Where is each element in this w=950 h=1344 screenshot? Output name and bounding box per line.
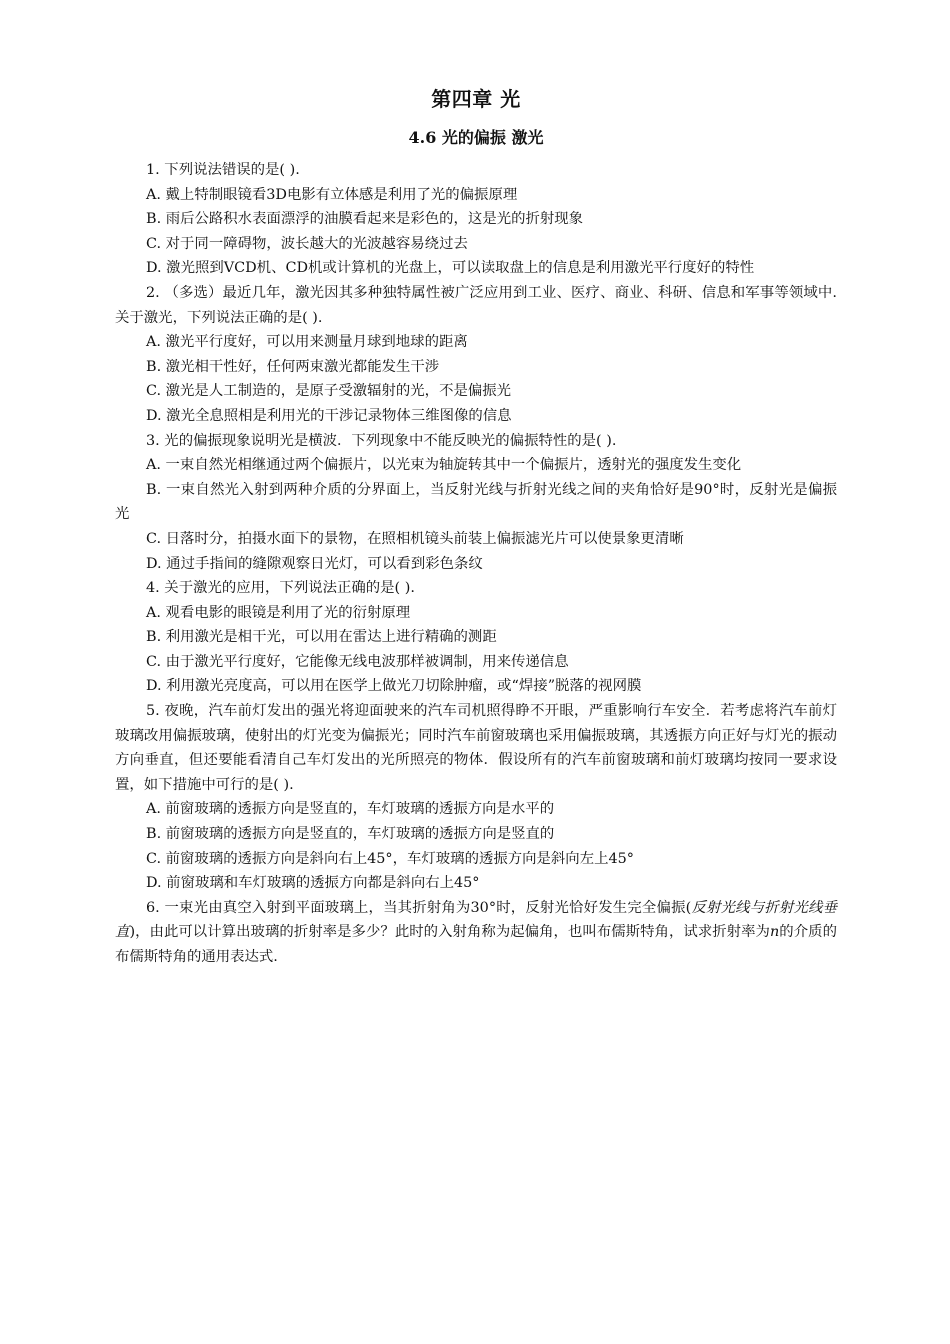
q6-text-2: )，由此可以计算出玻璃的折射率是多少？此时的入射角称为起偏角，也叫布儒斯特角，试求折射率为 [129,924,770,941]
question-stem: 4. 关于激光的应用，下列说法正确的是( ). [146,580,415,597]
option-b: B. 激光相干性好，任何两束激光都能发生干涉 [146,358,440,375]
option-b: B. 雨后公路积水表面漂浮的油膜看起来是彩色的，这是光的折射现象 [146,211,584,228]
question-stem: 3. 光的偏振现象说明光是横波．下列现象中不能反映光的偏振特性的是( ). [146,432,617,449]
question-stem: 5. 夜晚，汽车前灯发出的强光将迎面驶来的汽车司机照得睁不开眼，严重影响行车安全．若考虑将汽车前灯玻璃改用偏振玻璃，使射出的灯光变为偏振光；同时汽车前窗玻璃也采用偏振玻璃，其透振方向正好与灯光的振动方向垂直，但还要能看清自己车灯发出的光所照亮的物体．假设所有的汽车前窗玻璃和前灯玻璃均按同一要求设置，如下措施中可行的是( ). [115,703,837,793]
option-c: C. 对于同一障碍物，波长越大的光波越容易绕过去 [146,235,468,252]
option-d: D. 激光照到VCD机、CD机或计算机的光盘上，可以读取盘上的信息是利用激光平行度好的特性 [146,260,755,277]
option-d: D. 通过手指间的缝隙观察日光灯，可以看到彩色条纹 [146,555,483,572]
option-b: B. 前窗玻璃的透振方向是竖直的，车灯玻璃的透振方向是竖直的 [146,826,555,843]
option-a: A. 一束自然光相继通过两个偏振片，以光束为轴旋转其中一个偏振片，透射光的强度发生变化 [146,457,742,474]
option-a: A. 戴上特制眼镜看3D电影有立体感是利用了光的偏振原理 [146,186,518,203]
question-4 [115,576,837,699]
q6-text-3: 的介质的布儒斯特角的通用表达式. [115,924,837,965]
option-a: A. 前窗玻璃的透振方向是竖直的，车灯玻璃的透振方向是水平的 [146,801,555,818]
option-b: B. 一束自然光入射到两种介质的分界面上，当反射光线与折射光线之间的夹角恰好是90°时，反射光是偏振光 [115,481,837,523]
document-page [115,84,837,970]
q6-variable-n: n [769,924,780,941]
question-5 [115,699,837,896]
option-d: D. 前窗玻璃和车灯玻璃的透振方向都是斜向右上45° [146,875,480,892]
option-a: A. 激光平行度好，可以用来测量月球到地球的距离 [146,334,468,351]
option-b: B. 利用激光是相干光，可以用在雷达上进行精确的测距 [146,629,497,646]
q6-text-1: 6. 一束光由真空入射到平面玻璃上，当其折射角为30°时，反射光恰好发生完全偏振( [146,899,692,916]
question-stem: 1. 下列说法错误的是( ). [146,162,300,178]
option-a: A. 观看电影的眼镜是利用了光的衍射原理 [146,604,411,621]
option-c: C. 前窗玻璃的透振方向是斜向右上45°，车灯玻璃的透振方向是斜向左上45° [146,850,634,867]
option-c: C. 激光是人工制造的，是原子受激辐射的光，不是偏振光 [146,383,512,400]
option-c: C. 日落时分，拍摄水面下的景物，在照相机镜头前装上偏振滤光片可以使景象更清晰 [146,530,684,547]
chapter-title: 第四章 光 [431,87,521,111]
section-title: 4.6 光的偏振 激光 [408,128,544,147]
option-d: D. 激光全息照相是利用光的干涉记录物体三维图像的信息 [146,407,512,424]
q6-italic-note: 反射光线与折射光线垂直 [115,899,837,941]
question-6 [115,896,837,970]
question-stem [115,896,837,970]
question-3 [115,429,837,577]
option-d: D. 利用激光亮度高，可以用在医学上做光刀切除肿瘤，或“焊接”脱落的视网膜 [146,678,642,695]
question-1 [115,158,837,281]
question-2 [115,281,837,429]
option-c: C. 由于激光平行度好，它能像无线电波那样被调制，用来传递信息 [146,653,569,670]
question-stem: 2. （多选）最近几年，激光因其多种独特属性被广泛应用到工业、医疗、商业、科研、信息和军事等领域中.关于激光，下列说法正确的是( ). [115,284,837,326]
